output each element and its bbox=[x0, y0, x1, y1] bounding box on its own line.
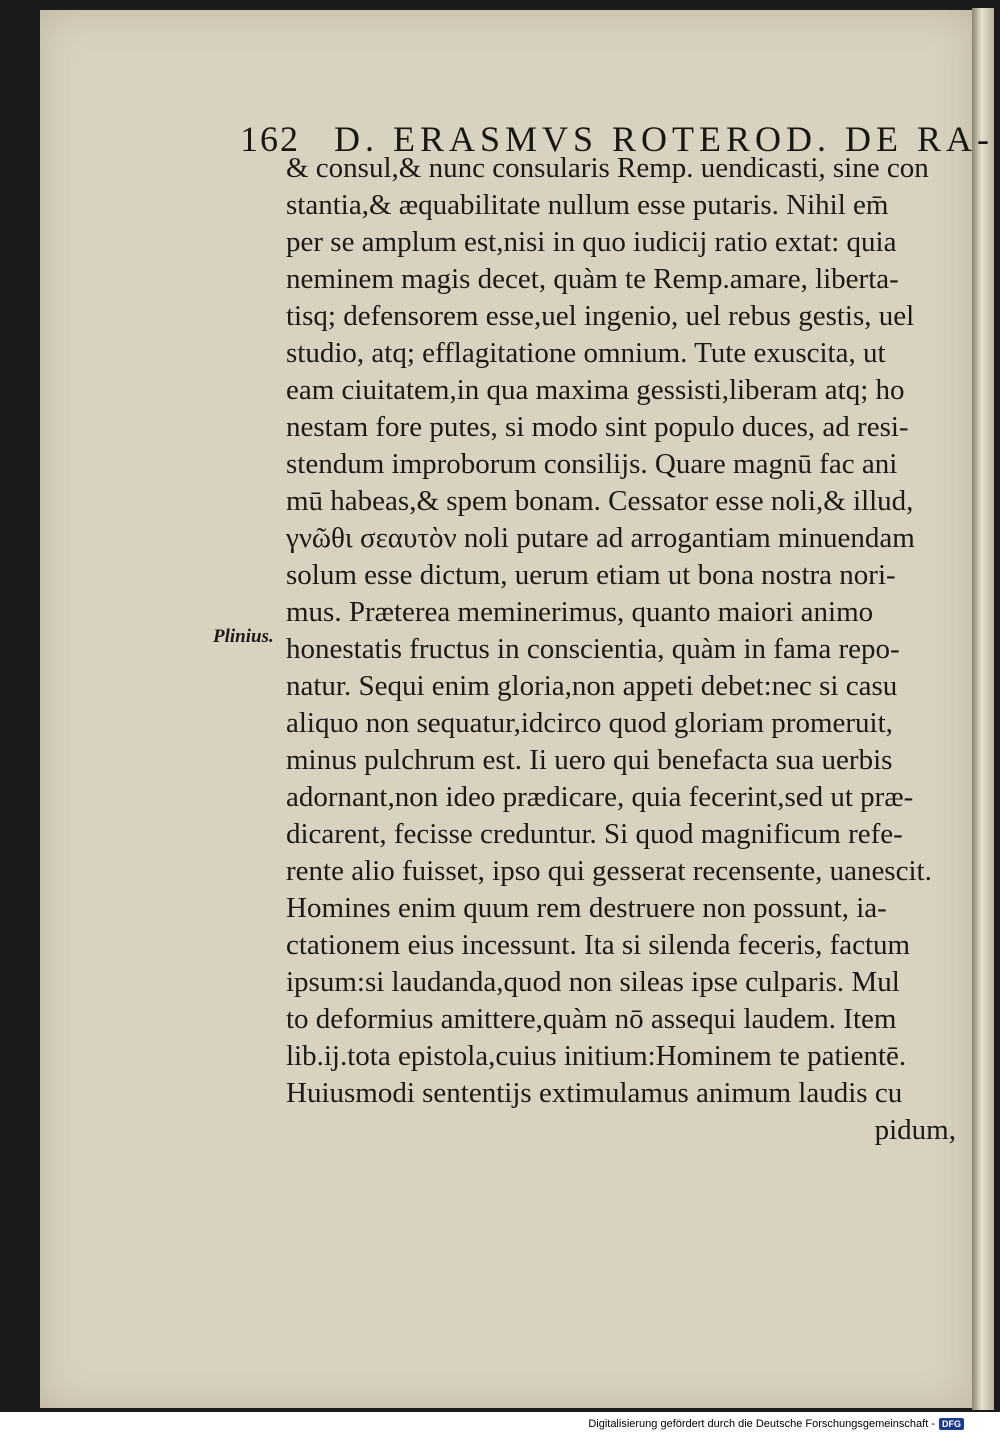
body-text bbox=[286, 150, 976, 1149]
text-line: mus. Præterea meminerimus, quanto maiori animo bbox=[286, 596, 874, 628]
page-number: 162 bbox=[240, 119, 300, 159]
text-line: ipsum:si laudanda,quod non sileas ipse culparis. Mul bbox=[286, 966, 900, 998]
text-line: dicarent, fecisse creduntur. Si quod magnificum refe- bbox=[286, 818, 903, 850]
text-line: stendum improborum consilijs. Quare magnū fac ani bbox=[286, 448, 898, 480]
text-line: natur. Sequi enim gloria,non appeti debet:nec si casu bbox=[286, 670, 898, 702]
text-line: Huiusmodi sententijs extimulamus animum laudis cu bbox=[286, 1077, 903, 1109]
marginal-note: Plinius. bbox=[213, 626, 274, 647]
text-line: studio, atq; efflagitatione omnium. Tute exuscita, ut bbox=[286, 337, 886, 369]
text-line: minus pulchrum est. Ii uero qui benefacta sua uerbis bbox=[286, 744, 893, 776]
text-line: aliquo non sequatur,idcirco quod gloriam promeruit, bbox=[286, 707, 893, 739]
text-line: neminem magis decet, quàm te Remp.amare, liberta- bbox=[286, 263, 899, 295]
text-line: nestam fore putes, si modo sint populo duces, ad resi- bbox=[286, 411, 909, 443]
text-line: tisq; defensorem esse,uel ingenio, uel rebus gestis, uel bbox=[286, 300, 915, 332]
running-title: D. ERASMVS ROTEROD. DE RA- bbox=[334, 119, 995, 159]
text-line: to deformius amittere,quàm nō assequi laudem. Item bbox=[286, 1003, 897, 1035]
catchword: pidum, bbox=[874, 1114, 956, 1146]
text-line: ctationem eius incessunt. Ita si silenda feceris, factum bbox=[286, 929, 911, 961]
text-line: lib.ij.tota epistola,cuius initium:Hominem te patientē. bbox=[286, 1040, 907, 1072]
text-line: adornant,non ideo prædicare, quia fecerint,sed ut præ- bbox=[286, 781, 914, 813]
text-line: solum esse dictum, uerum etiam ut bona nostra nori- bbox=[286, 559, 896, 591]
text-line: rente alio fuisset, ipso qui gesserat recensente, uanescit. bbox=[286, 855, 932, 887]
text-line: γνῶθι σεαυτὸν noli putare ad arrogantiam minuendam bbox=[286, 522, 915, 554]
text-line: honestatis fructus in conscientia, quàm in fama repo- bbox=[286, 633, 900, 665]
credit-text: Digitalisierung gefördert durch die Deutsche Forschungsgemeinschaft - bbox=[588, 1418, 935, 1430]
funding-credit bbox=[588, 1416, 964, 1432]
text-line: & consul,& nunc consularis Remp. uendicasti, sine con bbox=[286, 152, 929, 184]
text-line: stantia,& æquabilitate nullum esse putaris. Nihil em̄ bbox=[286, 189, 889, 221]
text-line: mū habeas,& spem bonam. Cessator esse noli,& illud, bbox=[286, 485, 914, 517]
text-line: eam ciuitatem,in qua maxima gessisti,liberam atq; ho bbox=[286, 374, 905, 406]
text-line: Homines enim quum rem destruere non possunt, ia- bbox=[286, 892, 887, 924]
text-line: per se amplum est,nisi in quo iudicij ratio extat: quia bbox=[286, 226, 897, 258]
dfg-logo: DFG bbox=[939, 1418, 964, 1430]
